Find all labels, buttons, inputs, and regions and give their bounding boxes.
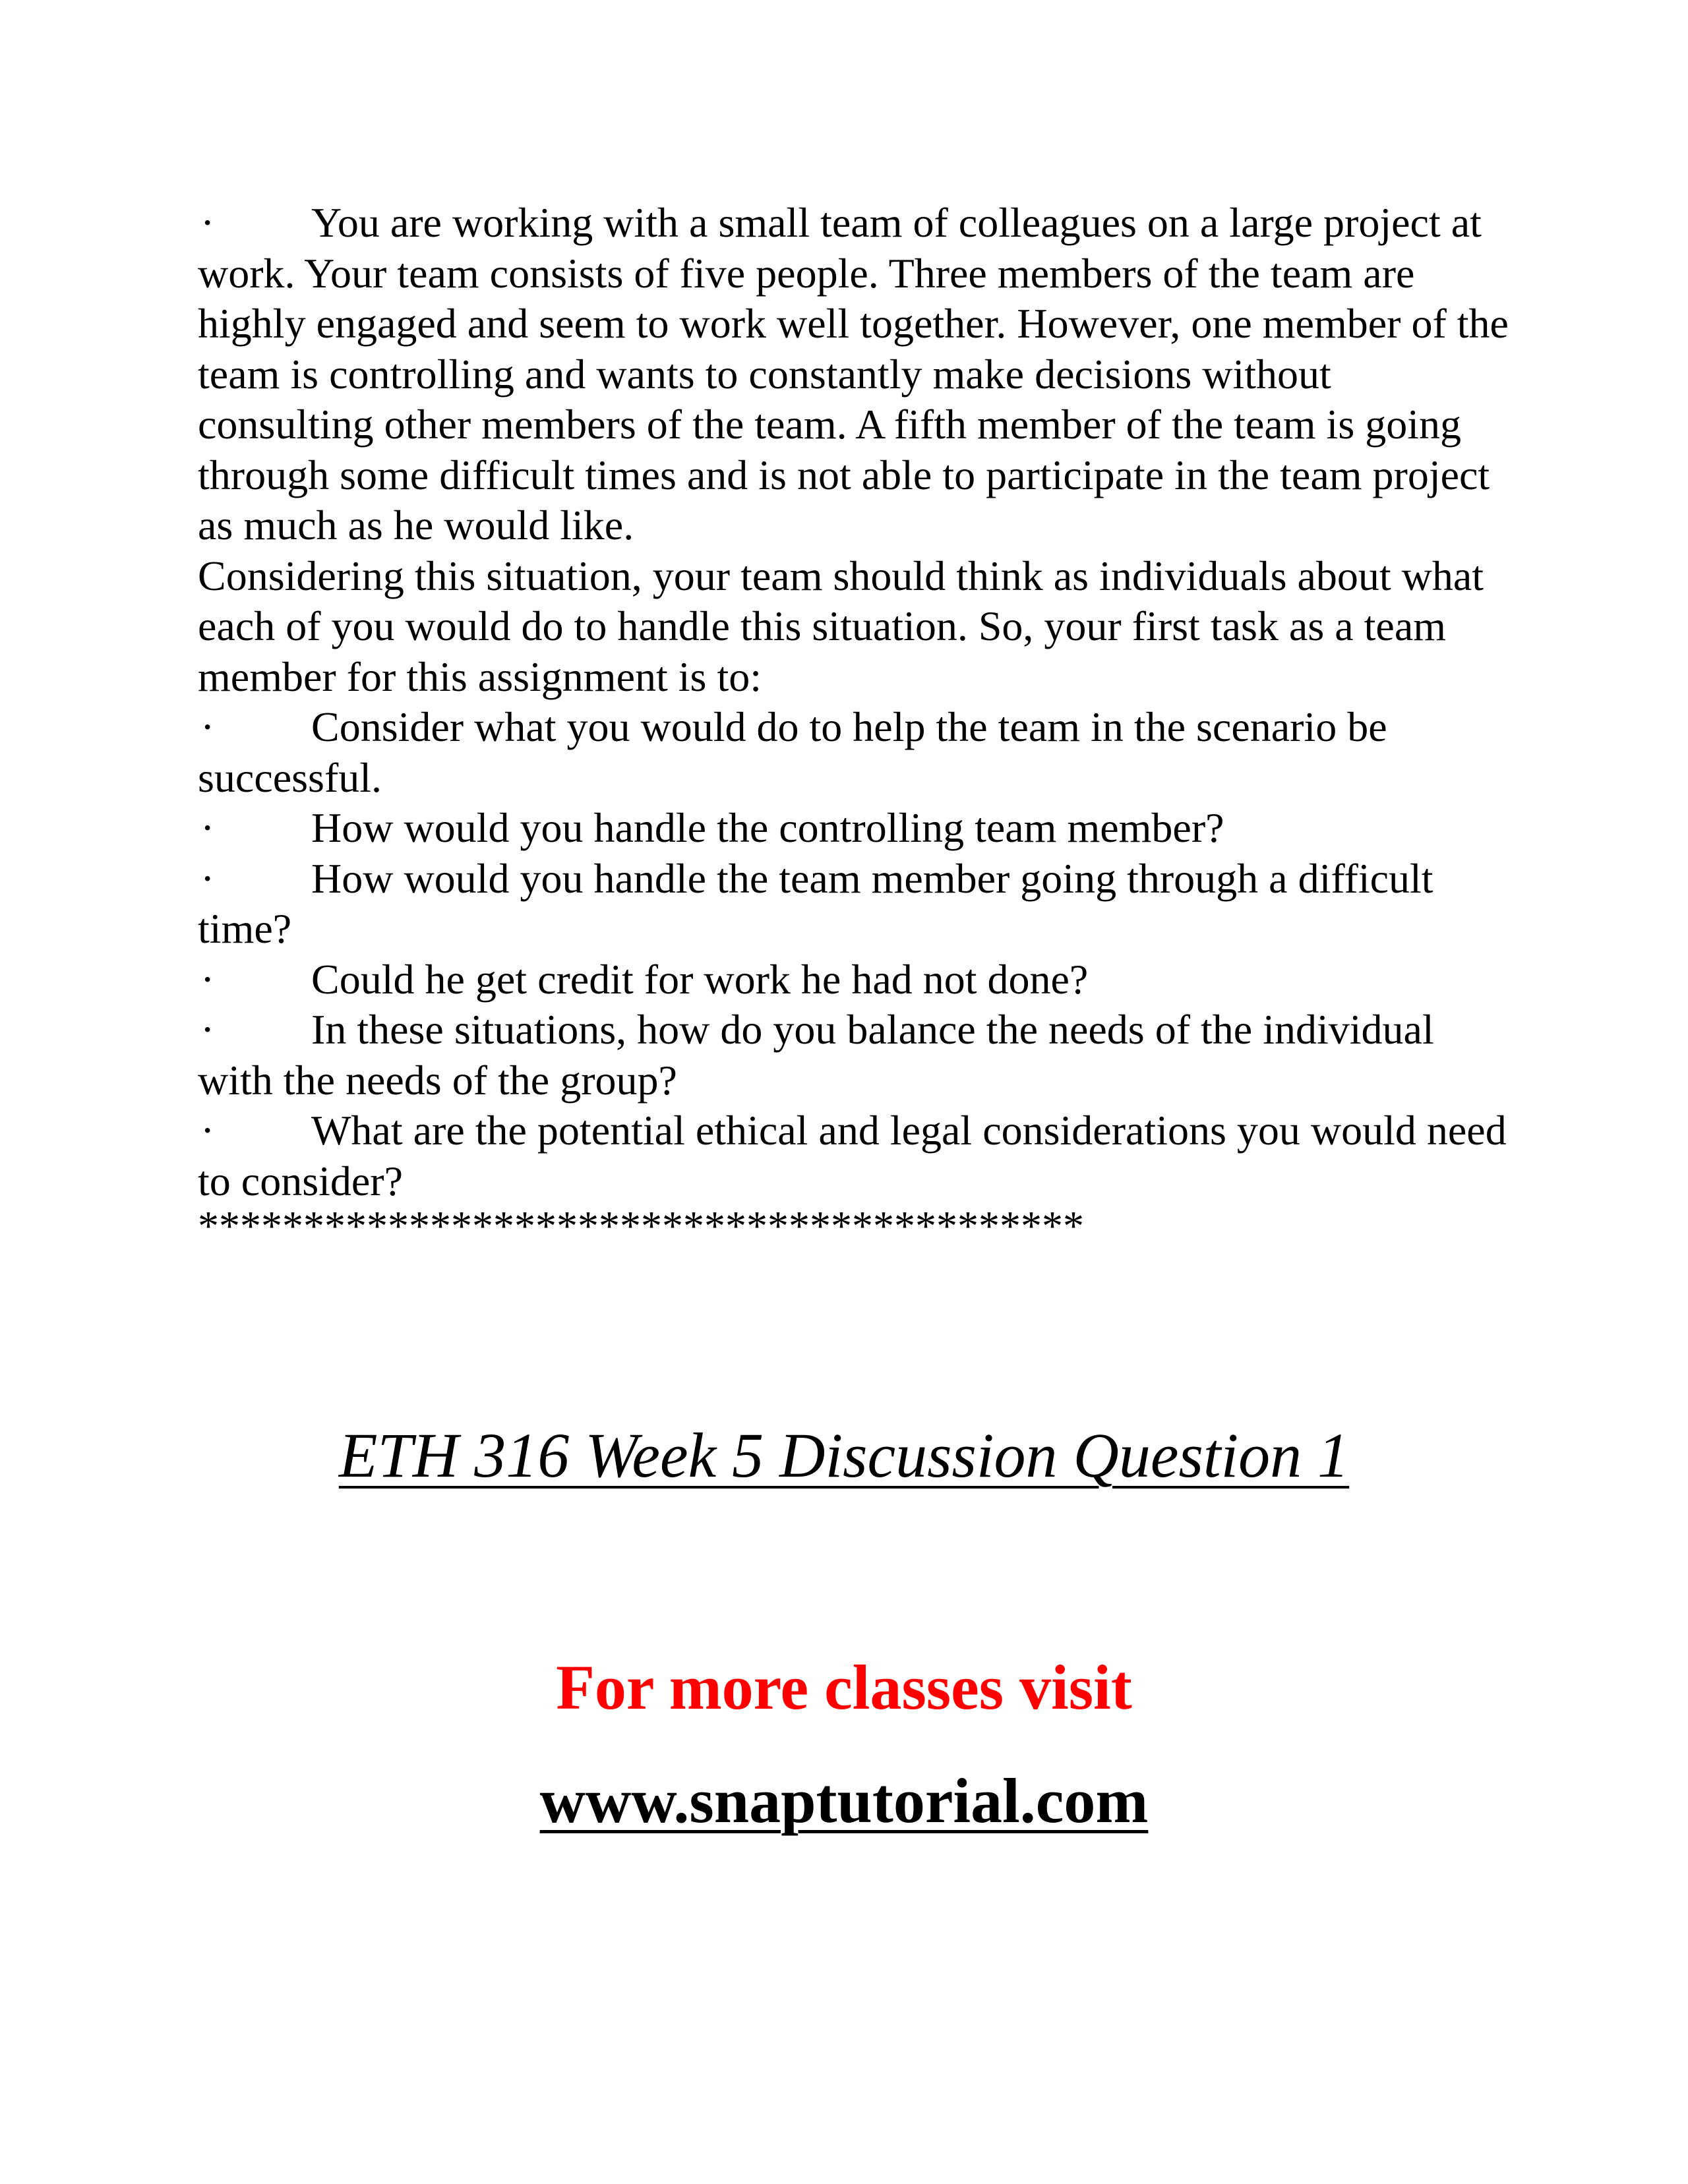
- task-text: What are the potential ethical and legal considerations you would need to consider?: [198, 1107, 1507, 1204]
- task-text: How would you handle the controlling team member?: [311, 804, 1224, 851]
- promo-text: For more classes visit: [556, 1652, 1132, 1723]
- task-intro-paragraph: Considering this situation, your team should think as individuals about what each of you would do to handle this situation. So, your first task as a team member for this assignment is to:: [198, 552, 1484, 700]
- website-link[interactable]: www.snaptutorial.com: [539, 1765, 1149, 1836]
- task-text: Could he get credit for work he had not done?: [311, 955, 1089, 1003]
- task-item-controlling-member: [198, 803, 1517, 854]
- assignment-body: [198, 198, 1517, 1249]
- bullet-marker: ·: [200, 1006, 215, 1053]
- heading-text: ETH 316 Week 5 Discussion Question 1: [338, 1420, 1350, 1490]
- scenario-text: You are working with a small team of colleagues on a large project at work. Your team consists of five people. Three members of the team are highly engaged and seem to work well together. However, one member of the team is controlling and wants to constantly make decisions without consulting other members of the team. A fifth member of the team is going through some difficult times and is not able to participate in the team project as much as he would like.: [198, 199, 1509, 548]
- task-item-balance-needs: [198, 1005, 1517, 1106]
- asterisk-separator: ******************************************: [198, 1202, 1084, 1249]
- task-text: In these situations, how do you balance the needs of the individual with the needs of the group?: [198, 1006, 1434, 1104]
- bullet-marker: ·: [200, 703, 215, 750]
- scenario-paragraph: [198, 198, 1517, 551]
- website-link-line: [0, 1761, 1688, 1841]
- task-item-credit: [198, 955, 1517, 1005]
- task-item-ethical-legal: [198, 1106, 1517, 1206]
- bullet-marker: ·: [200, 854, 215, 902]
- bullet-marker: ·: [200, 804, 215, 851]
- bullet-marker: ·: [200, 199, 215, 246]
- task-item-help-team: [198, 702, 1517, 803]
- task-item-difficult-time: [198, 854, 1517, 955]
- document-heading: [0, 1416, 1688, 1495]
- bullet-marker: ·: [200, 955, 215, 1003]
- task-text: Consider what you would do to help the team in the scenario be successful.: [198, 703, 1387, 801]
- bullet-marker: ·: [200, 1107, 215, 1154]
- task-text: How would you handle the team member going through a difficult time?: [198, 854, 1433, 952]
